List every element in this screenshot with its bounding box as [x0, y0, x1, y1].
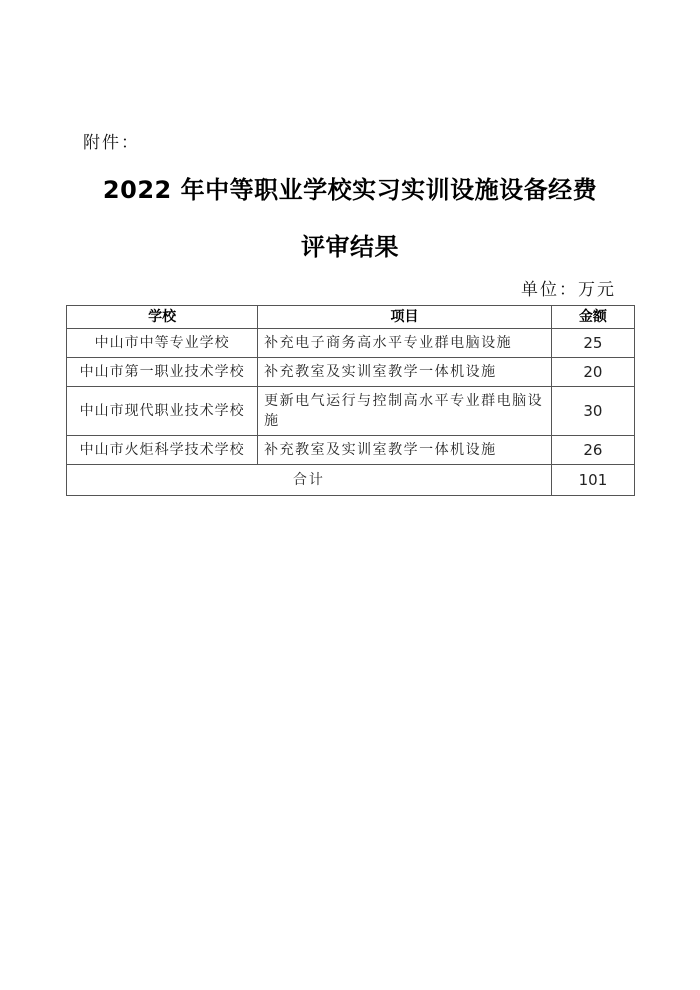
- total-row: [67, 465, 635, 496]
- table-header-row: [67, 306, 635, 329]
- project-cell: 更新电气运行与控制高水平专业群电脑设施: [258, 387, 552, 436]
- project-cell: 补充电子商务高水平专业群电脑设施: [258, 329, 552, 358]
- project-cell: 补充教室及实训室教学一体机设施: [258, 436, 552, 465]
- school-cell: 中山市现代职业技术学校: [67, 387, 258, 436]
- header-school: 学校: [67, 306, 258, 329]
- header-project: 项目: [258, 306, 552, 329]
- table-row: [67, 436, 635, 465]
- amount-cell: 20: [551, 358, 634, 387]
- table-row: [67, 329, 635, 358]
- document-title-line-2: 评审结果: [301, 233, 399, 261]
- header-amount: 金额: [551, 306, 634, 329]
- review-result-table: [66, 305, 635, 496]
- amount-cell: 25: [551, 329, 634, 358]
- total-amount: 101: [551, 465, 634, 496]
- amount-cell: 26: [551, 436, 634, 465]
- school-cell: 中山市中等专业学校: [67, 329, 258, 358]
- school-cell: 中山市火炬科学技术学校: [67, 436, 258, 465]
- total-label: 合计: [67, 465, 552, 496]
- table-row: [67, 387, 635, 436]
- table-row: [67, 358, 635, 387]
- project-cell: 补充教室及实训室教学一体机设施: [258, 358, 552, 387]
- unit-note: 单位：万元: [521, 280, 616, 300]
- document-title-line-1: 2022 年中等职业学校实习实训设施设备经费: [102, 176, 598, 204]
- school-cell: 中山市第一职业技术学校: [67, 358, 258, 387]
- attachment-label: 附件：: [83, 133, 140, 153]
- amount-cell: 30: [551, 387, 634, 436]
